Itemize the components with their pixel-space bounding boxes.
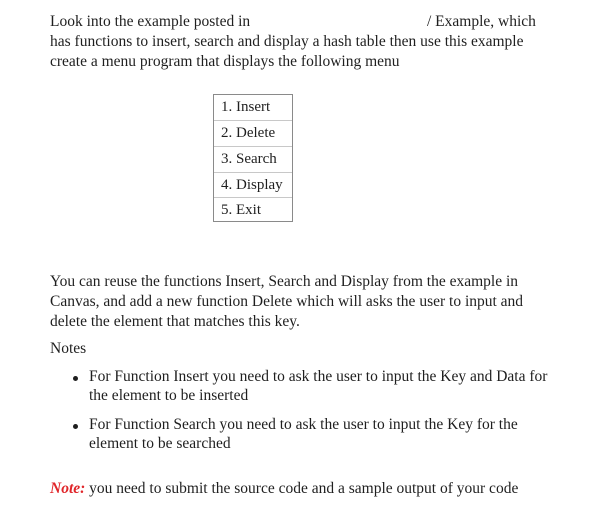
reuse-line-2: Canvas, and add a new function Delete which will asks the user to input and (50, 293, 524, 310)
menu-item-delete: 2. Delete (214, 120, 292, 145)
intro-line-3: create a menu program that displays the following menu (50, 53, 400, 70)
bullet-search-line-2: element to be searched (89, 435, 231, 452)
menu-table (213, 94, 293, 222)
notes-heading: Notes (50, 340, 87, 357)
reuse-line-3: delete the element that matches this key. (50, 313, 300, 330)
bullet-search-line-1: For Function Search you need to ask the user to input the Key for the (89, 416, 518, 433)
intro-line-1-left: Look into the example posted in (50, 13, 251, 30)
menu-item-display: 4. Display (214, 172, 292, 197)
submission-note (50, 480, 518, 498)
bullet-dot-icon (73, 376, 78, 381)
note-label: Note: (50, 480, 86, 497)
bullet-insert-line-1: For Function Insert you need to ask the user to input the Key and Data for (89, 368, 548, 385)
menu-item-insert: 1. Insert (221, 99, 271, 115)
intro-line-1-right: / Example, which (427, 13, 536, 30)
menu-item-search: 3. Search (214, 146, 292, 171)
menu-item-exit: 5. Exit (214, 197, 292, 222)
intro-line-2: has functions to insert, search and display a hash table then use this example (50, 33, 524, 50)
note-text: you need to submit the source code and a sample output of your code (85, 480, 519, 497)
bullet-insert-line-2: the element to be inserted (89, 387, 249, 404)
reuse-line-1: You can reuse the functions Insert, Search and Display from the example in (50, 273, 519, 290)
bullet-dot-icon (73, 424, 78, 429)
